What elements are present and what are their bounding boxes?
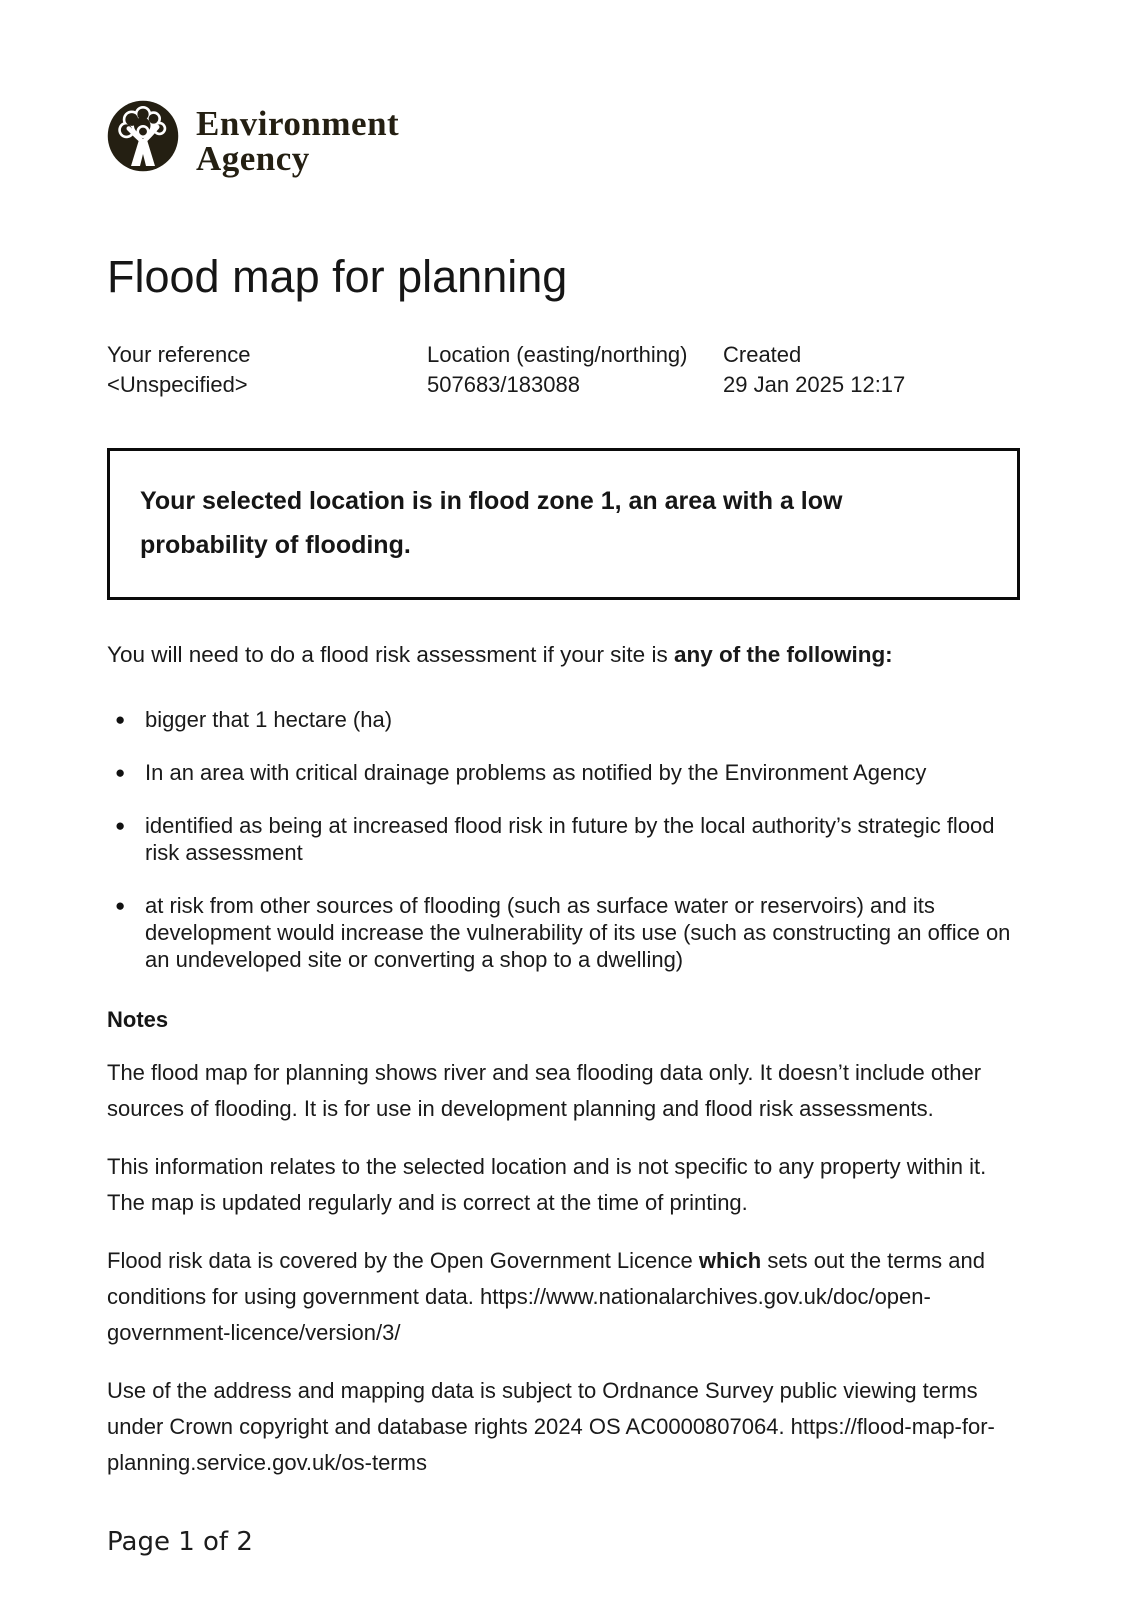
list-item	[107, 812, 1020, 866]
meta-label: Your reference	[107, 342, 251, 367]
logo-wordmark-line1: Environment	[196, 104, 400, 143]
list-item	[107, 706, 1020, 733]
bullet-icon: ●	[115, 896, 126, 915]
note-paragraph	[107, 1243, 1020, 1351]
note-text: sets out the terms and conditions for using government data. https://www.nationalarchives.gov.uk/doc/open-government-licence/version/3/	[107, 1248, 985, 1345]
bullet-text: identified as being at increased flood risk in future by the local authority’s strategic flood risk assessment	[145, 813, 995, 865]
bullet-text: In an area with critical drainage problems as notified by the Environment Agency	[145, 760, 927, 785]
meta-label: Location (easting/northing)	[427, 342, 688, 367]
environment-agency-logo	[107, 100, 1020, 176]
note-paragraph	[107, 1055, 1020, 1127]
logo-wordmark	[196, 100, 399, 176]
note-text: This information relates to the selected location and is not specific to any property within it. The map is updated regularly and is correct at the time of printing.	[107, 1154, 987, 1215]
meta-created	[723, 340, 1020, 400]
flood-zone-result-box	[107, 448, 1020, 600]
bullet-icon: ●	[115, 763, 126, 782]
meta-your-reference	[107, 340, 427, 400]
page-title: Flood map for planning	[107, 251, 568, 302]
meta-value: 507683/183088	[427, 372, 580, 397]
note-paragraph	[107, 1373, 1020, 1481]
bullet-icon: ●	[115, 816, 126, 835]
assessment-intro-bold: any of the following:	[673, 642, 893, 667]
note-text: Flood risk data is covered by the Open Government Licence	[107, 1248, 699, 1273]
meta-label: Created	[723, 342, 802, 367]
notes-heading: Notes	[107, 1007, 169, 1032]
note-text: Use of the address and mapping data is subject to Ordnance Survey public viewing terms under Crown copyright and database rights 2024 OS AC0000807064. https://flood-map-for-planning.service.gov.uk/os-terms	[107, 1378, 995, 1475]
bullet-text: bigger that 1 hectare (ha)	[145, 707, 393, 732]
flood-zone-result-text: Your selected location is in flood zone 1, an area with a low probability of flooding.	[140, 487, 843, 559]
list-item	[107, 892, 1020, 973]
logo-wordmark-line2: Agency	[196, 139, 310, 178]
environment-agency-tree-icon	[107, 100, 179, 172]
bullet-icon: ●	[115, 710, 126, 729]
bullet-text: at risk from other sources of flooding (such as surface water or reservoirs) and its development would increase the vulnerability of its use (such as constructing an office on an undeveloped site or converting a shop to a dwelling)	[145, 893, 1011, 972]
meta-row	[107, 340, 1020, 400]
assessment-bullet-list	[107, 706, 1020, 973]
meta-value: <Unspecified>	[107, 372, 248, 397]
page-footer	[107, 1527, 1020, 1557]
meta-value: 29 Jan 2025 12:17	[723, 372, 906, 397]
list-item	[107, 759, 1020, 786]
assessment-intro-regular: You will need to do a flood risk assessment if your site is	[107, 642, 674, 667]
assessment-intro	[107, 640, 1020, 670]
note-paragraph	[107, 1149, 1020, 1221]
note-bold-text: which	[698, 1248, 762, 1273]
meta-location	[427, 340, 723, 400]
page-number: Page 1 of 2	[107, 1527, 253, 1557]
note-text: The flood map for planning shows river and sea flooding data only. It doesn’t include other sources of flooding. It is for use in development planning and flood risk assessments.	[107, 1060, 982, 1121]
